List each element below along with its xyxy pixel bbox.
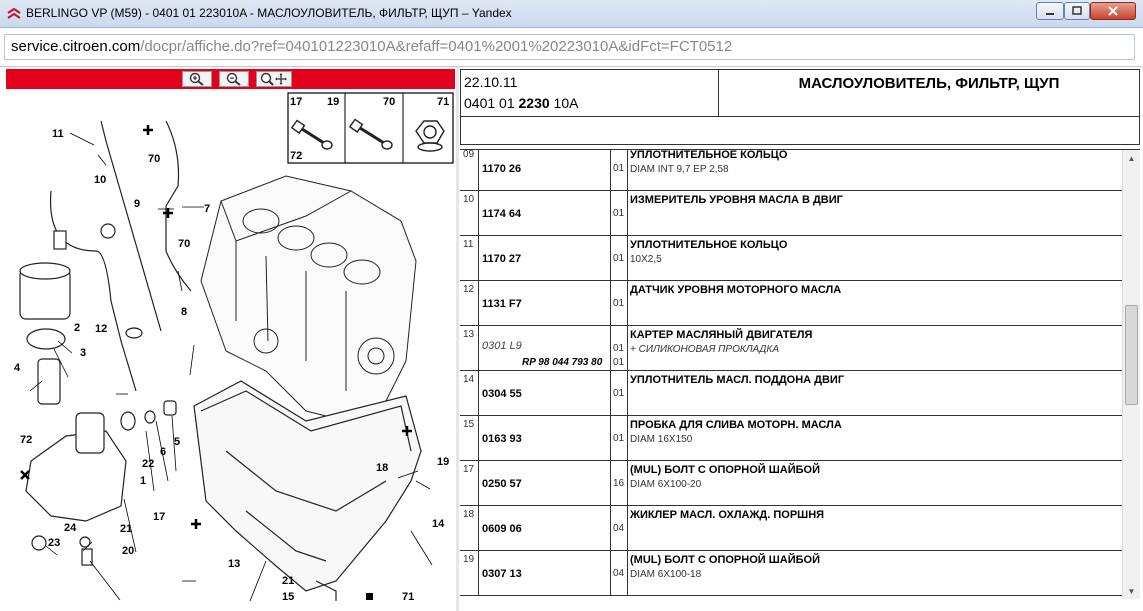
column-divider (610, 371, 611, 416)
callout-70-lower: 70 (178, 238, 191, 250)
column-divider (478, 236, 479, 281)
column-divider (627, 371, 628, 416)
column-divider (627, 191, 628, 236)
callout-24: 24 (64, 522, 77, 534)
callout-19-right: 19 (437, 456, 450, 468)
header-spacer (460, 117, 1140, 145)
table-row[interactable] (460, 326, 1122, 371)
url-path: /docpr/affiche.do?ref=040101223010A&refaff=0401%2001%20223010A&idFct=FCT0512 (140, 38, 733, 55)
table-row[interactable] (460, 191, 1122, 236)
part-description: DIAM INT 9,7 EP 2,58 (630, 164, 729, 175)
callout-17: 17 (290, 96, 303, 108)
zoom-in-button[interactable] (182, 71, 212, 87)
callout-6: 6 (160, 446, 167, 458)
table-row[interactable] (460, 461, 1122, 506)
part-number[interactable]: 0250 57 (482, 478, 522, 490)
quantity: 01 (613, 208, 625, 219)
part-number[interactable]: 0301 L9 (482, 340, 522, 352)
column-divider (610, 236, 611, 281)
part-number[interactable]: 1170 27 (482, 253, 522, 265)
column-divider (478, 416, 479, 461)
callout-71-bottom: 71 (402, 591, 415, 601)
column-divider (478, 191, 479, 236)
table-row[interactable] (460, 371, 1122, 416)
table-row[interactable] (460, 506, 1122, 551)
url-field[interactable] (4, 34, 1135, 60)
window-title: BERLINGO VP (M59) - 0401 01 223010A - МАСЛОУЛОВИТЕЛЬ, ФИЛЬТР, ЩУП – Yandex (26, 6, 512, 20)
close-icon (1107, 5, 1119, 17)
part-number[interactable]: 0609 06 (482, 523, 522, 535)
column-divider (627, 461, 628, 506)
reference-prefix: 0401 01 (464, 95, 519, 111)
engine-block-drawing (201, 176, 416, 421)
dipstick-drawing (51, 121, 191, 391)
document-header (460, 69, 1140, 117)
callout-1: 1 (140, 475, 147, 487)
quantity: 04 (613, 568, 625, 579)
part-name: УПЛОТНИТЕЛЬНОЕ КОЛЬЦО (630, 149, 788, 161)
zoom-in-icon (189, 72, 205, 86)
callout-70-upper: 70 (148, 153, 161, 165)
table-row[interactable] (460, 236, 1122, 281)
quantity: 01 (613, 343, 625, 354)
parts-list (460, 149, 1122, 596)
callout-7: 7 (204, 203, 211, 215)
minimize-button[interactable] (1036, 2, 1064, 20)
document-date: 22.10.11 (464, 74, 518, 90)
callout-11: 11 (52, 128, 64, 140)
part-number[interactable]: 1174 64 (482, 208, 522, 220)
callout-8: 8 (181, 306, 188, 318)
callout-14: 14 (432, 518, 445, 530)
column-divider (478, 281, 479, 326)
part-name: УПЛОТНИТЕЛЬ МАСЛ. ПОДДОНА ДВИГ (630, 374, 845, 386)
diagram-pane (6, 69, 455, 601)
part-name: (MUL) БОЛТ С ОПОРНОЙ ШАЙБОЙ (630, 554, 820, 566)
quantity: 01 (613, 433, 625, 444)
column-divider (478, 149, 479, 191)
callout-12: 12 (95, 323, 108, 335)
reference-bold: 2230 (518, 95, 550, 111)
callout-13: 13 (228, 558, 241, 570)
callout-3: 3 (80, 347, 87, 359)
pane-separator (456, 67, 459, 611)
position-number: 19 (463, 554, 475, 565)
position-number: 09 (463, 149, 475, 160)
quantity: 01 (613, 388, 625, 399)
quantity: 16 (613, 478, 625, 489)
url-domain: service.citroen.com (11, 38, 141, 55)
part-name: ПРОБКА ДЛЯ СЛИВА МОТОРН. МАСЛА (630, 419, 842, 431)
zoom-pan-button[interactable] (256, 71, 292, 87)
zoom-pan-icon (259, 72, 289, 86)
callout-21-bottom: 21 (282, 575, 295, 587)
maximize-button[interactable] (1064, 2, 1090, 20)
callout-71: 71 (437, 96, 450, 108)
part-description: DIAM 16X150 (630, 434, 693, 445)
document-title: МАСЛОУЛОВИТЕЛЬ, ФИЛЬТР, ЩУП (798, 75, 1060, 92)
column-divider (610, 149, 611, 191)
column-divider (610, 461, 611, 506)
table-row[interactable] (460, 551, 1122, 596)
callout-22: 22 (142, 458, 155, 470)
scrollbar-thumb[interactable] (1125, 305, 1138, 405)
position-number: 17 (463, 464, 475, 475)
part-name: ЖИКЛЕР МАСЛ. ОХЛАЖД. ПОРШНЯ (630, 509, 825, 521)
callout-5: 5 (174, 436, 181, 448)
column-divider (478, 506, 479, 551)
callout-19: 19 (327, 96, 340, 108)
part-name: (MUL) БОЛТ С ОПОРНОЙ ШАЙБОЙ (630, 464, 820, 476)
callout-72: 72 (290, 150, 303, 162)
callout-2: 2 (74, 322, 81, 334)
part-number[interactable]: 0163 93 (482, 433, 522, 445)
parts-table (460, 149, 1140, 599)
callout-9: 9 (134, 198, 141, 210)
position-number: 11 (463, 239, 474, 250)
part-number[interactable]: 0304 55 (482, 388, 522, 400)
window-titlebar (0, 0, 1143, 28)
position-number: 10 (463, 194, 475, 205)
column-divider (627, 326, 628, 371)
callout-21-left: 21 (120, 523, 133, 535)
position-number: 18 (463, 509, 475, 520)
zoom-toolbar (6, 69, 455, 89)
position-number: 15 (463, 419, 475, 430)
callout-10: 10 (94, 174, 107, 186)
column-divider (610, 191, 611, 236)
address-bar (0, 28, 1143, 66)
scroll-up-arrow-icon[interactable]: ▲ (1127, 154, 1136, 163)
part-number[interactable]: 1131 F7 (482, 298, 522, 310)
column-divider (478, 371, 479, 416)
column-divider (610, 551, 611, 596)
table-row[interactable] (460, 149, 1122, 191)
quantity: 01 (613, 298, 625, 309)
part-description: DIAM 6X100-20 (630, 479, 702, 490)
column-divider (478, 551, 479, 596)
part-number[interactable]: 0307 13 (482, 568, 522, 580)
zoom-out-button[interactable] (219, 71, 249, 87)
callout-15: 15 (282, 591, 295, 601)
column-divider (610, 326, 611, 371)
part-name: ДАТЧИК УРОВНЯ МОТОРНОГО МАСЛА (630, 284, 842, 296)
close-button[interactable] (1090, 2, 1136, 20)
page-content (0, 66, 1143, 611)
part-description: DIAM 6X100-18 (630, 569, 702, 580)
part-description: + СИЛИКОНОВАЯ ПРОКЛАДКА (630, 344, 779, 355)
position-number: 12 (463, 284, 475, 295)
document-reference (464, 95, 578, 111)
column-divider (627, 416, 628, 461)
callout-4: 4 (14, 362, 21, 374)
parts-pane (460, 69, 1140, 599)
table-row[interactable] (460, 416, 1122, 461)
quantity: 01 (613, 163, 625, 174)
callout-17-left: 17 (153, 511, 166, 523)
column-divider (610, 416, 611, 461)
callout-18: 18 (376, 462, 389, 474)
callout-20: 20 (122, 545, 135, 557)
part-number[interactable]: 1170 26 (482, 163, 522, 175)
part-name: КАРТЕР МАСЛЯНЫЙ ДВИГАТЕЛЯ (630, 329, 813, 341)
column-divider (627, 281, 628, 326)
citroen-logo-icon (6, 6, 22, 22)
quantity: 04 (613, 523, 625, 534)
part-name: ИЗМЕРИТЕЛЬ УРОВНЯ МАСЛА В ДВИГ (630, 194, 843, 206)
zoom-out-icon (226, 72, 242, 86)
exploded-parts-diagram (6, 91, 455, 601)
minimize-icon (1045, 6, 1055, 16)
scroll-down-arrow-icon[interactable]: ▼ (1127, 587, 1136, 596)
column-divider (627, 149, 628, 191)
reference-suffix: 10A (549, 95, 579, 111)
column-divider (478, 326, 479, 371)
column-divider (627, 506, 628, 551)
scrollbar[interactable] (1122, 150, 1140, 599)
nut-icon (416, 121, 444, 151)
position-number: 13 (463, 329, 475, 340)
column-divider (610, 506, 611, 551)
part-description: 10X2,5 (630, 254, 662, 265)
maximize-icon (1072, 6, 1082, 16)
callout-23: 23 (48, 537, 61, 549)
fastener-inset (288, 93, 453, 163)
quantity-secondary: 01 (613, 357, 625, 368)
part-name: УПЛОТНИТЕЛЬНОЕ КОЛЬЦО (630, 239, 788, 251)
quantity: 01 (613, 253, 625, 264)
column-divider (627, 236, 628, 281)
column-divider (627, 551, 628, 596)
column-divider (478, 461, 479, 506)
replacement-part-number: RP 98 044 793 80 (522, 357, 603, 368)
position-number: 14 (463, 374, 475, 385)
callout-72-left: 72 (20, 434, 33, 446)
callout-70: 70 (383, 96, 396, 108)
table-row[interactable] (460, 281, 1122, 326)
column-divider (610, 281, 611, 326)
